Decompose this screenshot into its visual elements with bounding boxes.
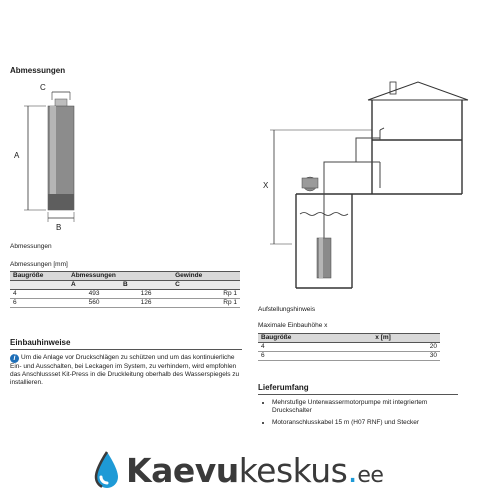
logo-tld: ee — [357, 462, 384, 488]
dimensions-table-title: Abmessungen [mm] — [10, 261, 68, 268]
col-baugroesse: Baugröße — [261, 334, 292, 341]
info-icon: i — [10, 354, 19, 363]
dimensions-caption: Abmessungen — [10, 243, 52, 250]
col-abmessungen: Abmessungen — [71, 272, 116, 279]
logo-dot: . — [347, 450, 358, 490]
table-row: 4 20 — [258, 343, 440, 352]
sub-a: A — [71, 281, 76, 288]
logo-part1: Kaevu — [126, 450, 239, 490]
pump-dimension-drawing — [10, 82, 100, 240]
col-baugroesse: Baugröße — [13, 272, 44, 279]
list-item: • Motoranschlusskabel 15 m (H07 RNF) und Stecker — [272, 419, 460, 427]
label-x: X — [263, 181, 269, 190]
logo-part2: keskus — [238, 450, 348, 490]
list-item: • Mehrstufige Unterwassermotorpumpe mit integriertem Druckschalter — [272, 399, 460, 415]
notes-text: Um die Anlage vor Druckschlägen zu schützen und um das kontinuierliche Ein- und Ausschalten, bei Leckagen im System, zu verhindern, wird empfohlen das Anschlussset Kit-Press in die Druckleitung oberhalb des Wasserspiegels zu installieren. — [10, 354, 240, 386]
col-gewinde: Gewinde — [175, 272, 203, 279]
notes-divider — [10, 349, 242, 350]
install-table — [258, 333, 440, 361]
installation-drawing — [262, 78, 492, 293]
install-caption: Aufstellungshinweis — [258, 306, 316, 313]
notes-heading: Einbauhinweise — [10, 338, 71, 347]
table-row: 4 493 126 Rp 1 — [10, 290, 240, 299]
delivery-heading: Lieferumfang — [258, 383, 309, 392]
label-c: C — [40, 83, 46, 92]
delivery-divider — [258, 394, 458, 395]
table-row: 6 30 — [258, 352, 440, 361]
dimensions-table — [10, 271, 240, 308]
water-drop-icon — [92, 450, 122, 490]
dimensions-heading: Abmessungen — [10, 66, 66, 75]
kaevukeskus-logo — [92, 448, 383, 492]
table-row: 6 560 126 Rp 1 — [10, 299, 240, 308]
sub-c: C — [175, 281, 180, 288]
col-x: x [m] — [375, 334, 391, 341]
label-a: A — [14, 151, 20, 160]
install-table-title: Maximale Einbauhöhe x — [258, 322, 328, 329]
label-b: B — [56, 223, 62, 232]
notes-text-block — [10, 354, 244, 387]
delivery-list — [260, 399, 460, 431]
sub-b: B — [123, 281, 128, 288]
